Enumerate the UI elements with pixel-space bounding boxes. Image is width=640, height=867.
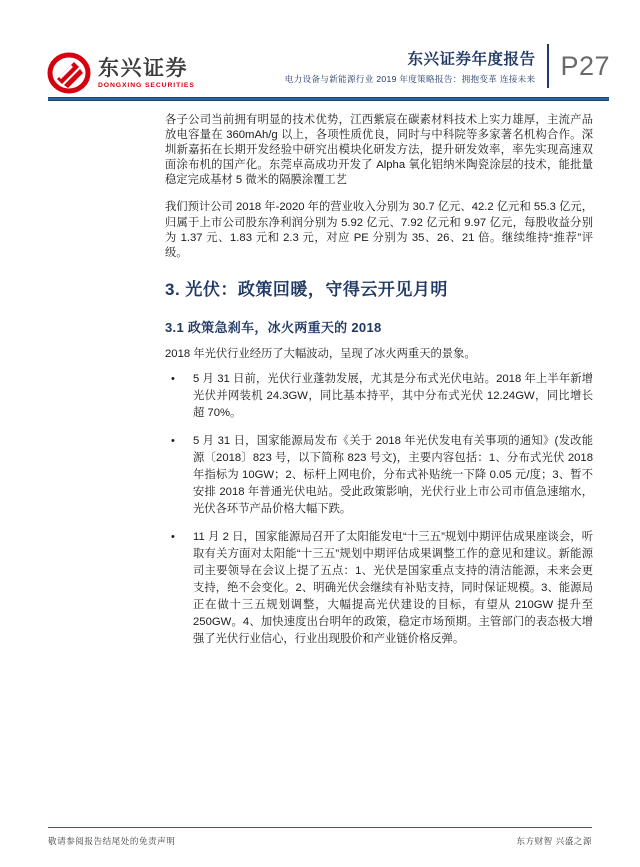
bullet-text: 5 月 31 日，国家能源局发布《关于 2018 年光伏发电有关事项的通知》(发改能源〔2018〕823 号，以下简称 823 号文)，主要内容包括：1、分布式光伏 2018 年指标为 10GW；2、标杆上网电价，分布式补贴统一下降 0.05 元/度；3、暂不安排 2018 年普通光伏电站。受此政策影响，光伏行业上市公司市值急速缩水，光伏各环节产品价格大幅下跌。	[193, 434, 593, 515]
header-right	[285, 44, 610, 88]
bullet-marker-icon: •	[171, 434, 175, 447]
report-title: 东兴证券年度报告	[407, 51, 536, 68]
intro-paragraph: 2018 年光伏行业经历了大幅波动，呈现了冰火两重天的景象。	[165, 347, 476, 360]
footer-slogan: 东方财智 兴盛之源	[516, 836, 592, 846]
body-paragraph: 各子公司当前拥有明显的技术优势，江西紫宸在碳素材料技术上实力雄厚，主流产品放电容量在 360mAh/g 以上，各项性质优良，同时与中科院等多家著名机构合作。深圳新嘉拓在长期开发经验中研究出模块化研发方法，提升研发效率，率先实现高速双面涂布机的国产化。东莞卓高成功开发了 Alpha 氧化铝纳米陶瓷涂层的技术，能批量稳定完成基材 5 微米的隔膜涂覆工艺	[165, 114, 593, 187]
bullet-item	[165, 433, 593, 518]
bullet-item	[165, 529, 593, 648]
policy-bullet-list	[165, 371, 593, 648]
brand-logo	[47, 52, 195, 94]
brand-name-en: DONGXING SECURITIES	[98, 82, 195, 90]
bullet-text: 5 月 31 日前，光伏行业蓬勃发展，尤其是分布式光伏电站。2018 年上半年新增光伏并网装机 24.3GW，同比基本持平，其中分布式光伏 12.24GW，同比增长超 70%。	[193, 372, 593, 419]
brand-name-cn: 东兴证券	[98, 56, 188, 80]
section-heading: 3. 光伏：政策回暖，守得云开见月明	[165, 279, 448, 299]
body-paragraph: 我们预计公司 2018 年-2020 年的营业收入分别为 30.7 亿元、42.2 亿元和 55.3 亿元，归属于上市公司股东净利润分别为 5.92 亿元、7.92 亿元和 9.97 亿元，每股收益分别为 1.37 元、1.83 元和 2.3 元，对应 PE 分别为 35、26、21 倍。继续维持“推荐”评级。	[165, 201, 593, 259]
bullet-marker-icon: •	[171, 372, 175, 385]
header-rule	[48, 97, 609, 101]
main-content	[165, 113, 593, 659]
bullet-text: 11 月 2 日，国家能源局召开了太阳能发电“十三五”规划中期评估成果座谈会，听取有关方面对太阳能“十三五”规划中期评估成果调整工作的意见和建议。新能源司主要领导在会议上提了五点：1、光伏是国家重点支持的清洁能源，未来会更支持，绝不会变化。2、明确光伏会继续有补贴支持，同时保证规模。3、能源局正在做十三五规划调整，大幅提高光伏建设的目标，有望从 210GW 提升至 250GW。4、加快速度出台明年的政策，稳定市场预期。主管部门的表态极大增强了光伏行业信心，行业出现股价和产业链价格反弹。	[193, 530, 593, 645]
report-subtitle: 电力设备与新能源行业 2019 年度策略报告：拥抱变革 连接未来	[284, 74, 536, 84]
header-titles	[285, 47, 536, 85]
footer-rule	[48, 827, 592, 828]
page-number: P27	[560, 50, 610, 81]
dongxing-logo-icon	[47, 52, 91, 94]
brand-text	[98, 57, 195, 89]
bullet-item	[165, 371, 593, 422]
subsection-heading: 3.1 政策急刹车，冰火两重天的 2018	[165, 319, 382, 335]
footer-disclaimer: 敬请参阅报告结尾处的免责声明	[48, 836, 176, 846]
header-vertical-divider	[547, 44, 549, 88]
bullet-marker-icon: •	[171, 530, 175, 543]
